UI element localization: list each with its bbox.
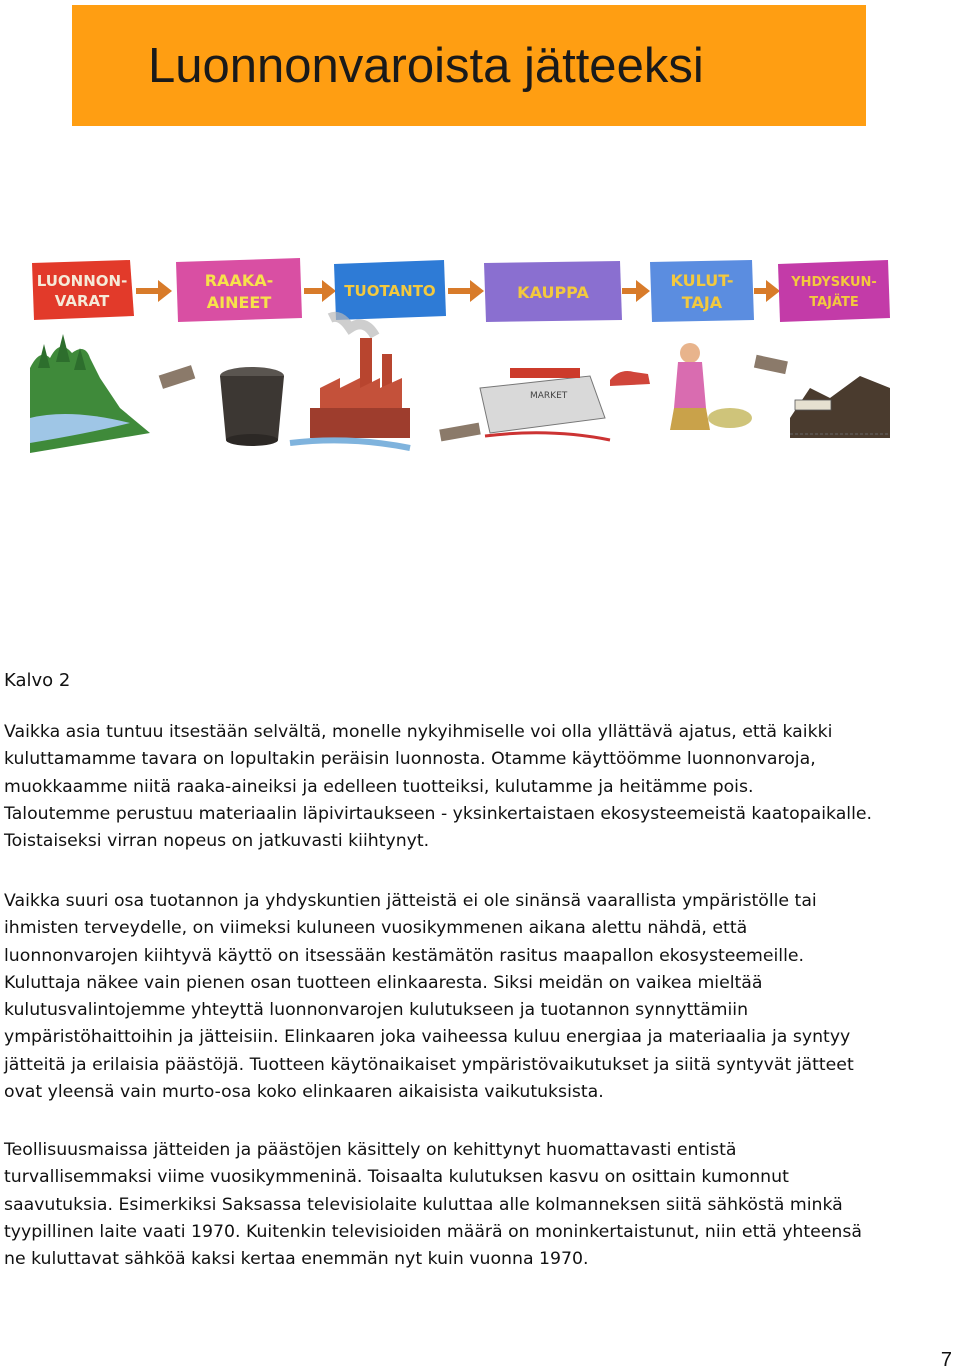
car-icon [610, 371, 650, 386]
stage-label-line: VARAT [54, 292, 110, 310]
text-line: ympäristöhaittoihin ja jätteisiin. Elinkaaren joka vaiheessa kuluu energiaa ja materiaalia ja syntyy [4, 1027, 851, 1048]
lifecycle-illustration [30, 258, 890, 458]
text-line: ovat yleensä vain murto-osa koko elinkaaren aikaisista vaikutuksista. [4, 1082, 604, 1103]
market-building-icon [480, 368, 610, 440]
stage-raaka-aineet [176, 258, 302, 322]
text-line: saavutuksia. Esimerkiksi Saksassa televisiolaite kuluttaa alle kolmanneksen siitä sähköstä minkä [4, 1194, 843, 1215]
stage-label-line: LUONNON- [36, 272, 128, 290]
text-line: ihmisten terveydelle, on viimeksi kuluneen vuosikymmenen aikana alettu nähdä, että [4, 918, 748, 939]
factory-icon [290, 317, 410, 448]
truck-icon [439, 423, 480, 442]
stage-label-line: TUOTANTO [344, 282, 436, 300]
text-line: Toistaiseksi virran nopeus on jatkuvasti kiihtynyt. [4, 831, 430, 852]
forest-lake-scene [30, 334, 150, 453]
page-number: 7 [940, 1349, 952, 1371]
stage-label-line: KULUT- [670, 271, 734, 290]
text-line: Kuluttaja näkee vain pienen osan tuotteen elinkaaresta. Siksi meidän on vaikea mieltää [4, 972, 763, 993]
stage-label-line: KAUPPA [517, 283, 589, 302]
truck-icon [754, 355, 788, 374]
arrow-icon [622, 280, 650, 302]
market-sign: MARKET [530, 391, 568, 401]
landfill-icon [790, 376, 890, 438]
text-line: Vaikka suuri osa tuotannon ja yhdyskuntien jätteistä ei ole sinänsä vaarallista ympäristölle tai [4, 891, 817, 911]
stage-label-line: RAAKA- [204, 271, 274, 290]
text-line: tyypillinen laite vaati 1970. Kuitenkin televisioiden määrä on moninkertaistunut, niin että yhteensä [4, 1221, 862, 1242]
stage-yhdyskuntajate [778, 260, 890, 322]
text-line: ne kuluttavat sähköä kaksi kertaa enemmän nyt kuin vuonna 1970. [4, 1249, 589, 1270]
stage-label-line: YHDYSKUN- [791, 275, 877, 290]
arrow-icon [304, 280, 336, 302]
stage-label-line: TAJÄTE [809, 295, 859, 310]
paragraph-3 [4, 1137, 954, 1273]
slide-label: Kalvo 2 [4, 670, 71, 691]
arrow-icon [136, 280, 172, 302]
page-title: Luonnonvaroista jätteeksi [148, 39, 704, 93]
stage-label-line: AINEET [206, 293, 272, 312]
stage-kauppa [484, 261, 622, 322]
stage-kuluttaja [650, 260, 754, 322]
consumer-person-icon [670, 343, 752, 430]
title-banner [72, 5, 866, 126]
stage-tuotanto [334, 260, 446, 320]
arrow-icon [448, 280, 484, 302]
truck-icon [159, 365, 196, 389]
text-line: Teollisuusmaissa jätteiden ja päästöjen käsittely on kehittynyt huomattavasti entistä [4, 1140, 737, 1160]
stage-luonnonvarat [32, 260, 134, 320]
text-line: Vaikka asia tuntuu itsestään selvältä, monelle nykyihmiselle voi olla yllättävä ajatus, että kaikki [4, 722, 833, 742]
text-line: muokkaamme niitä raaka-aineiksi ja edelleen tuotteiksi, kulutamme ja heitämme pois. [4, 776, 754, 797]
barrel-icon [220, 367, 284, 446]
text-line: jätteitä ja erilaisia päästöjä. Tuotteen käytönaikaiset ympäristövaikutukset ja siitä syntyvät jätteet [4, 1054, 854, 1075]
text-line: kulutusvalintojemme yhteyttä luonnonvarojen kulutukseen ja tuotannon synnyttämiin [4, 1000, 749, 1021]
paragraph-1 [4, 719, 954, 855]
text-line: Taloutemme perustuu materiaalin läpivirtaukseen - yksinkertaistaen ekosysteemeistä kaatopaikalle. [4, 803, 873, 824]
text-line: kuluttamamme tavara on lopultakin peräisin luonnosta. Otamme käyttöömme luonnonvaroja, [4, 749, 816, 770]
arrow-icon [754, 280, 780, 302]
text-line: luonnonvarojen kiihtyvä käyttö on itsessään kestämätön rasitus maapallon ekosysteemeille. [4, 945, 805, 966]
stage-label-line: TAJA [681, 293, 723, 312]
paragraph-2 [4, 888, 954, 1106]
text-line: turvallisemmaksi viime vuosikymmeninä. Toisaalta kulutuksen kasvu on osittain kumonnut [4, 1167, 789, 1188]
